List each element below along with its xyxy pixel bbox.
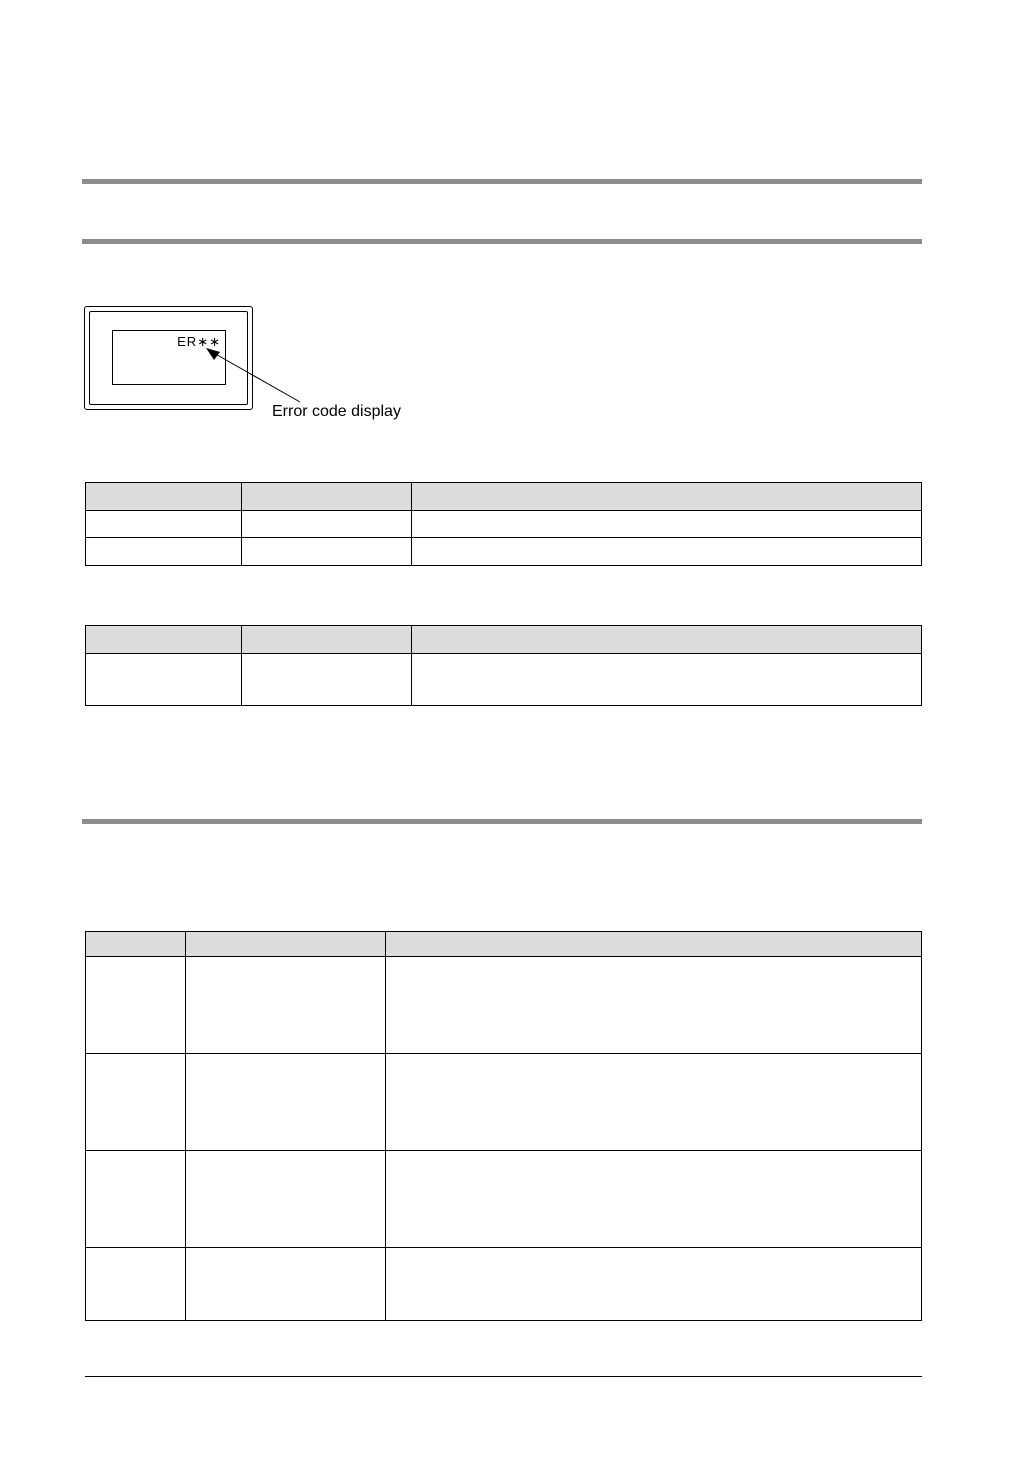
footer-rule (85, 1376, 922, 1377)
table-row (86, 511, 922, 538)
table-cell (186, 1054, 386, 1151)
table-cell (86, 654, 242, 706)
table-header-cell (386, 932, 922, 957)
table-cell (242, 654, 412, 706)
table-cell (86, 957, 186, 1054)
table-3 (85, 931, 922, 1321)
table-cell (242, 511, 412, 538)
section-top-rule (82, 179, 922, 184)
table-cell (186, 957, 386, 1054)
table-cell (186, 1248, 386, 1321)
table-row (86, 1054, 922, 1151)
table-cell (242, 538, 412, 566)
table-header-row (86, 483, 922, 511)
table-row (86, 1248, 922, 1321)
table-header-cell (242, 483, 412, 511)
table-cell (412, 654, 922, 706)
section-heading-rule (82, 239, 922, 244)
table-header-row (86, 626, 922, 654)
table-header-cell (186, 932, 386, 957)
error-code-readout: ER∗∗ (177, 334, 221, 349)
table-row (86, 538, 922, 566)
table-header-cell (86, 932, 186, 957)
callout-label: Error code display (272, 403, 401, 420)
table-row (86, 1151, 922, 1248)
table-row (86, 654, 922, 706)
table-cell (86, 1054, 186, 1151)
table-cell (386, 1054, 922, 1151)
table-cell (386, 1248, 922, 1321)
table-header-cell (86, 483, 242, 511)
table-cell (386, 957, 922, 1054)
section-heading-rule-2 (82, 819, 922, 824)
table-header-cell (242, 626, 412, 654)
table-1 (85, 482, 922, 566)
table-header-row (86, 932, 922, 957)
table-cell (412, 538, 922, 566)
table-cell (412, 511, 922, 538)
table-row (86, 957, 922, 1054)
table-cell (86, 1151, 186, 1248)
table-header-cell (412, 483, 922, 511)
table-cell (186, 1151, 386, 1248)
table-cell (86, 538, 242, 566)
callout-arrow-icon (200, 340, 310, 410)
table-cell (86, 511, 242, 538)
table-2 (85, 625, 922, 706)
table-cell (86, 1248, 186, 1321)
table-cell (386, 1151, 922, 1248)
table-header-cell (86, 626, 242, 654)
table-header-cell (412, 626, 922, 654)
